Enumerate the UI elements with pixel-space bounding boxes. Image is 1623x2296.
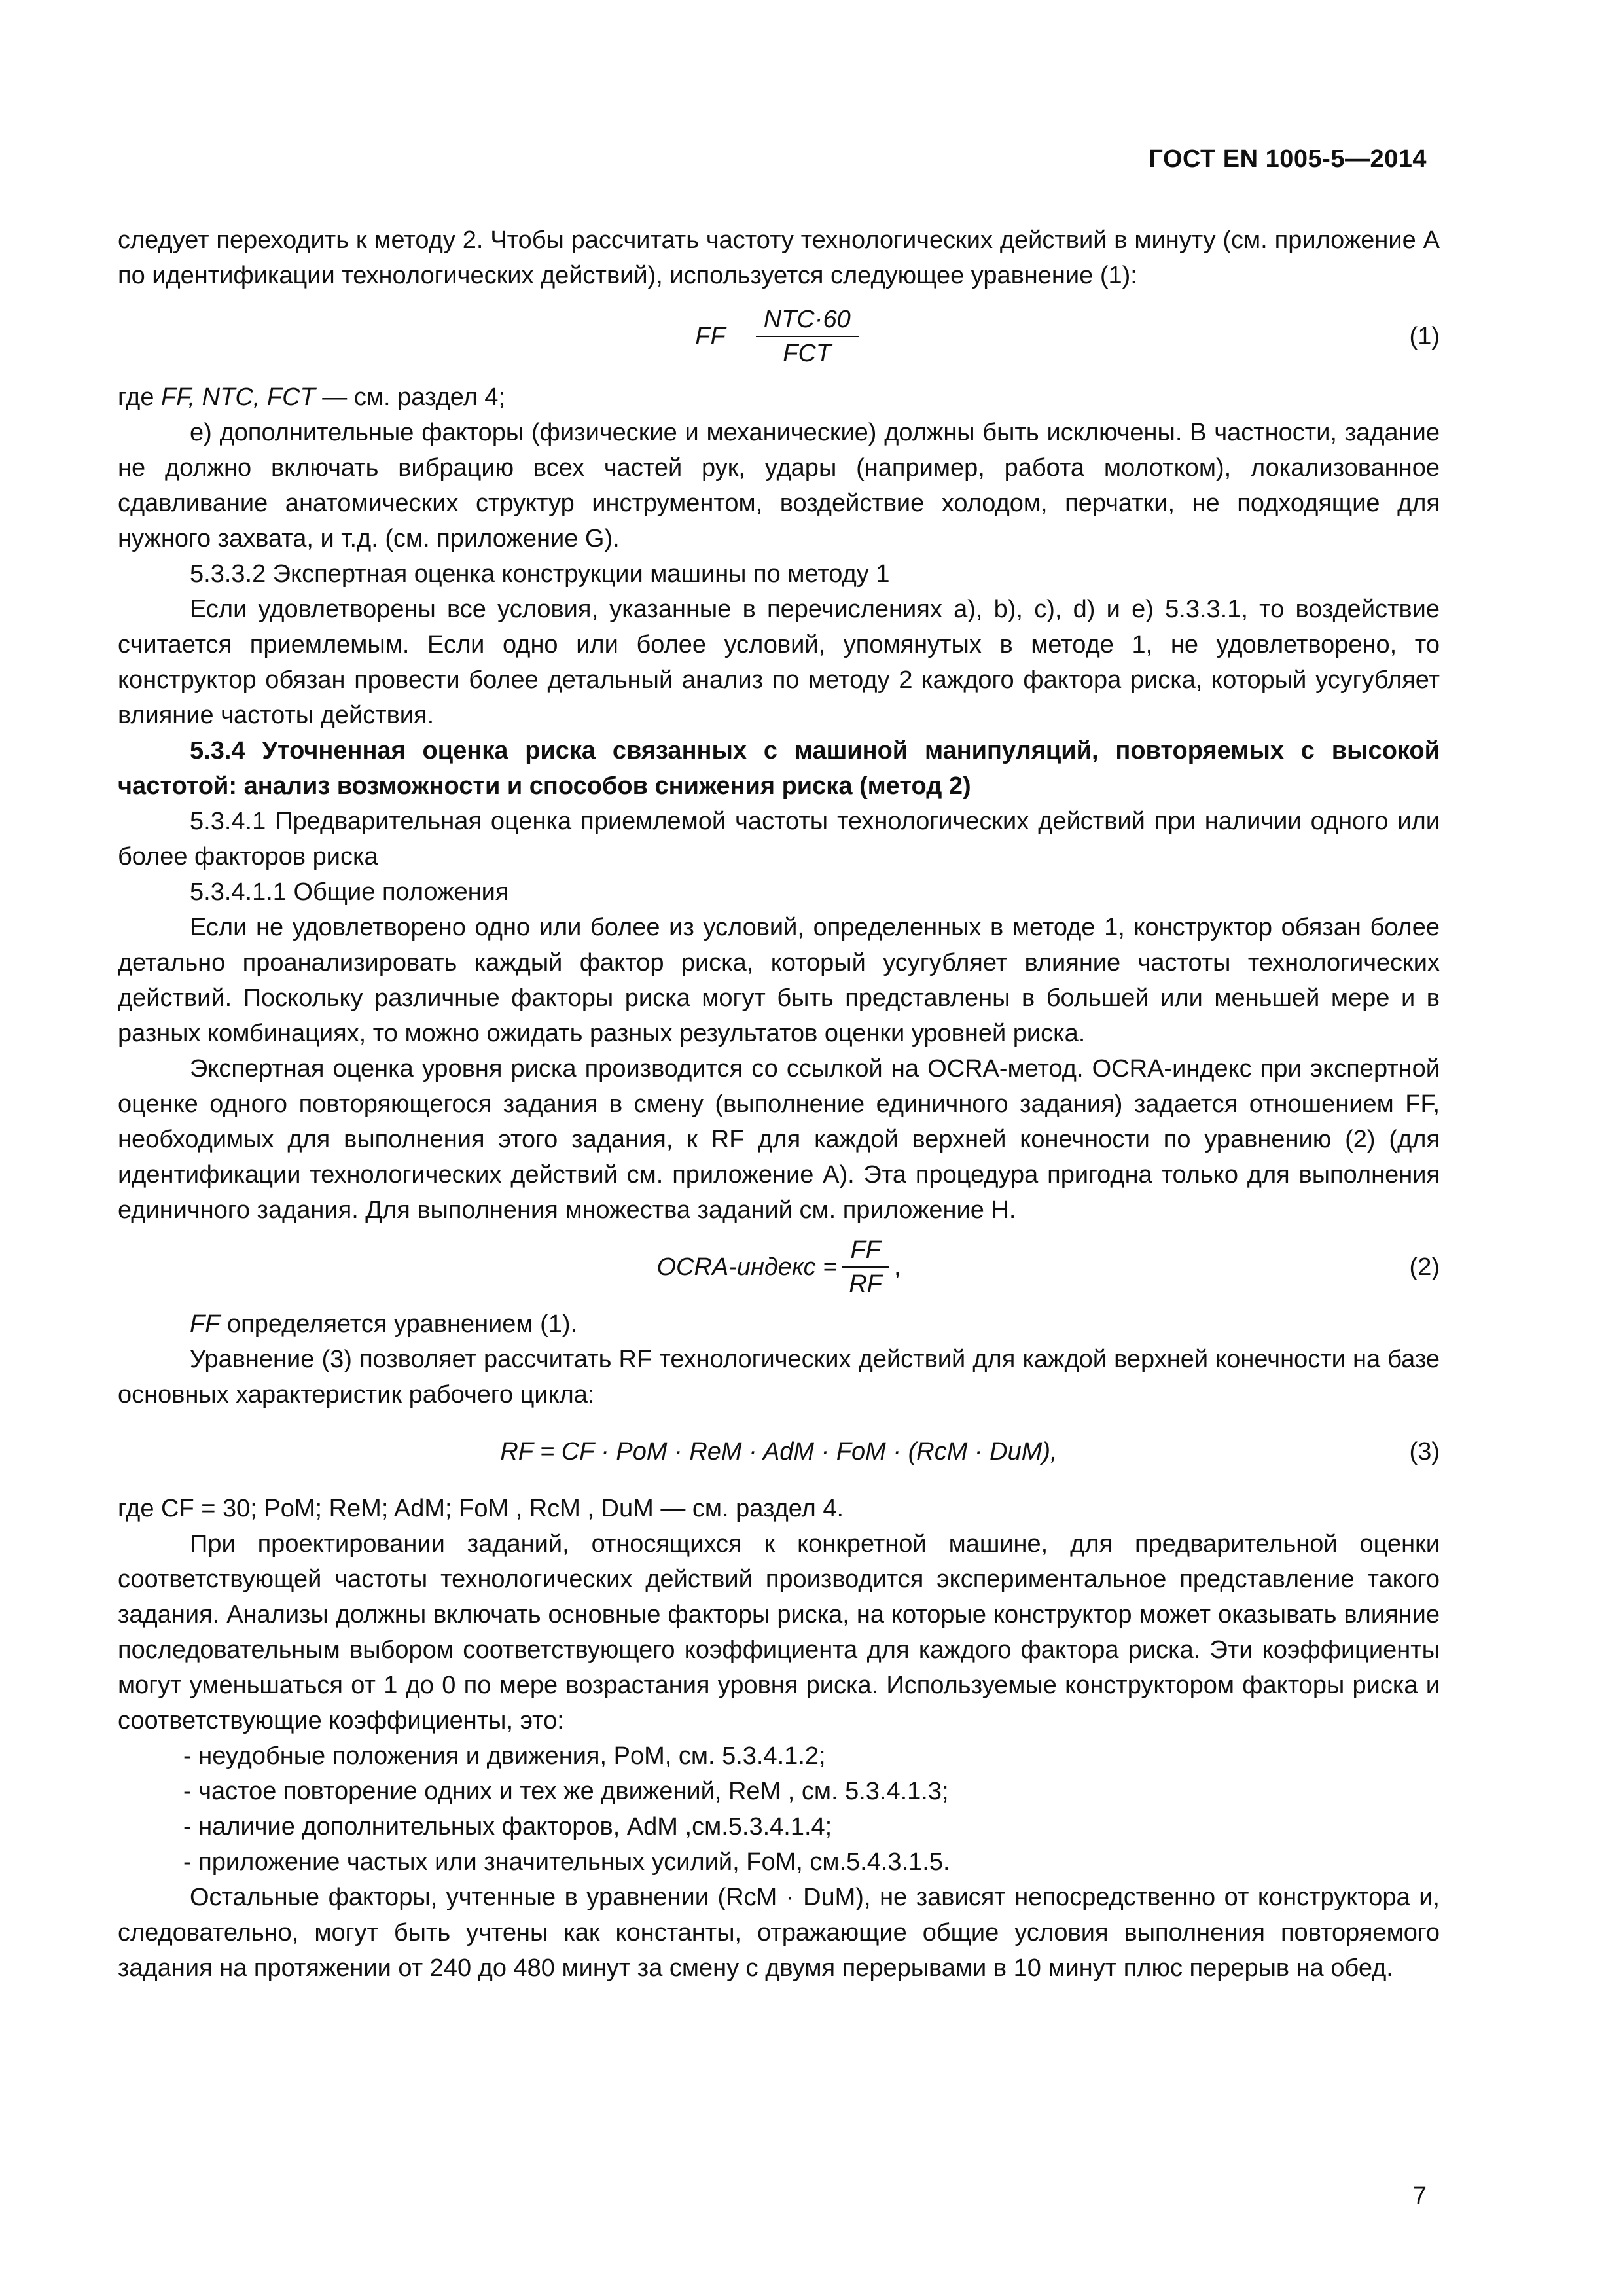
- paragraph: е) дополнительные факторы (физические и механические) должны быть исключены. В частности, задание не должно включать вибрацию всех частей рук, удары (например, работа молотком), локализованное сдавливание анатомических структур инструментом, воздействие холодом, перчатки, не подходящие для нужного захвата, и т.д. (см. приложение G).: [118, 419, 1440, 552]
- formula-2-denominator: RF: [849, 1270, 882, 1298]
- formula-2-lhs: OCRA-индекс =: [656, 1253, 838, 1281]
- formula-3-expression: RF = CF · PoM · ReM · AdM · FoM · (RcM · DuM),: [500, 1438, 1058, 1465]
- formula-2: [118, 1228, 1440, 1306]
- paragraph-where: где CF = 30; PoM; ReM; AdM; FoM , RcM , DuM — см. раздел 4.: [118, 1495, 844, 1522]
- document-header: ГОСТ EN 1005-5—2014: [1149, 145, 1427, 173]
- list-item: - частое повторение одних и тех же движений, ReM , см. 5.3.4.1.3;: [183, 1778, 949, 1805]
- formula-2-fraction: [841, 1234, 890, 1300]
- paragraph: Если не удовлетворено одно или более из условий, определенных в методе 1, конструктор обязан более детально проанализировать каждый фактор риска, который усугубляет влияние частоты технологических действий. Поскольку различные факторы риска могут быть представлены в большей или меньшей мере и в разных комбинациях, то можно ожидать разных результатов оценки уровней риска.: [118, 914, 1440, 1047]
- paragraph: следует переходить к методу 2. Чтобы рассчитать частоту технологических действий в минуту (см. приложение А по идентификации технологических действий), используется следующее уравнение (1):: [118, 226, 1440, 289]
- paragraph: Если удовлетворены все условия, указанные в перечислениях а), b), c), d) и е) 5.3.3.1, то воздействие считается приемлемым. Если одно или более условий, упомянутых в методе 1, не удовлетворено, то конструктор обязан провести более детальный анализ по методу 2 каждого фактора риска, который усугубляет влияние частоты действия.: [118, 596, 1440, 729]
- section-heading: 5.3.3.2 Экспертная оценка конструкции машины по методу 1: [190, 560, 890, 588]
- paragraph: Экспертная оценка уровня риска производится со ссылкой на OCRA-метод. OCRA-индекс при экспертной оценке одного повторяющегося задания в смену (выполнение единичного задания) задается отношением FF, необходимых для выполнения этого задания, к RF для каждой верхней конечности по уравнению (2) (для идентификации технологических действий см. приложение А). Эта процедура пригодна только для выполнения единичного задания. Для выполнения множества заданий см. приложение Н.: [118, 1055, 1440, 1224]
- formula-1-denominator: FCT: [783, 340, 832, 367]
- section-heading: 5.3.4.1.1 Общие положения: [190, 878, 509, 906]
- formula-3-number: (3): [1409, 1438, 1440, 1465]
- formula-1: [118, 293, 1440, 380]
- formula-1-fraction: [756, 303, 859, 370]
- paragraph: Остальные факторы, учтенные в уравнении (RcM · DuM), не зависят непосредственно от конструктора и, следовательно, могут быть учтены как константы, отражающие общие условия выполнения повторяемого задания на протяжении от 240 до 480 минут за смену с двумя перерывами в 10 минут плюс перерыв на обед.: [118, 1884, 1440, 1982]
- formula-2-number: (2): [1409, 1253, 1440, 1281]
- paragraph-where: где FF, NTC, FCT — см. раздел 4;: [118, 384, 506, 411]
- paragraph: При проектировании заданий, относящихся к конкретной машине, для предварительной оценки соответствующей частоты технологических действий производится экспериментальное представление такого задания. Анализы должны включать основные факторы риска, на которые конструктор может оказывать влияние последовательным выбором соответствующего коэффициента для каждого фактора риска. Эти коэффициенты могут уменьшаться от 1 до 0 по мере возрастания уровня риска. Используемые конструктором факторы риска и соответствующие коэффициенты, это:: [118, 1530, 1440, 1734]
- list-item: - неудобные положения и движения, PoM, см. 5.3.4.1.2;: [183, 1742, 826, 1770]
- page-number: 7: [1412, 2182, 1427, 2210]
- formula-2-numerator: FF: [842, 1234, 888, 1268]
- section-heading-bold: 5.3.4 Уточненная оценка риска связанных с машиной манипуляций, повторяемых с высокой частотой: анализ возможности и способов снижения риска (метод 2): [118, 737, 1440, 800]
- formula-2-comma: ,: [893, 1253, 901, 1281]
- formula-1-lhs: FF: [695, 323, 726, 350]
- formula-1-numerator: NTC·60: [756, 303, 859, 337]
- list-item: - приложение частых или значительных усилий, FoM, см.5.4.3.1.5.: [183, 1848, 950, 1876]
- paragraph: FF определяется уравнением (1).: [190, 1310, 578, 1338]
- list-item: - наличие дополнительных факторов, AdM ,см.5.3.4.1.4;: [183, 1813, 832, 1840]
- section-heading: 5.3.4.1 Предварительная оценка приемлемой частоты технологических действий при наличии одного или более факторов риска: [118, 808, 1440, 870]
- document-body: [118, 223, 1440, 1986]
- paragraph: Уравнение (3) позволяет рассчитать RF технологических действий для каждой верхней конечности на базе основных характеристик рабочего цикла:: [118, 1346, 1440, 1408]
- formula-1-number: (1): [1409, 323, 1440, 350]
- formula-3: [118, 1412, 1440, 1491]
